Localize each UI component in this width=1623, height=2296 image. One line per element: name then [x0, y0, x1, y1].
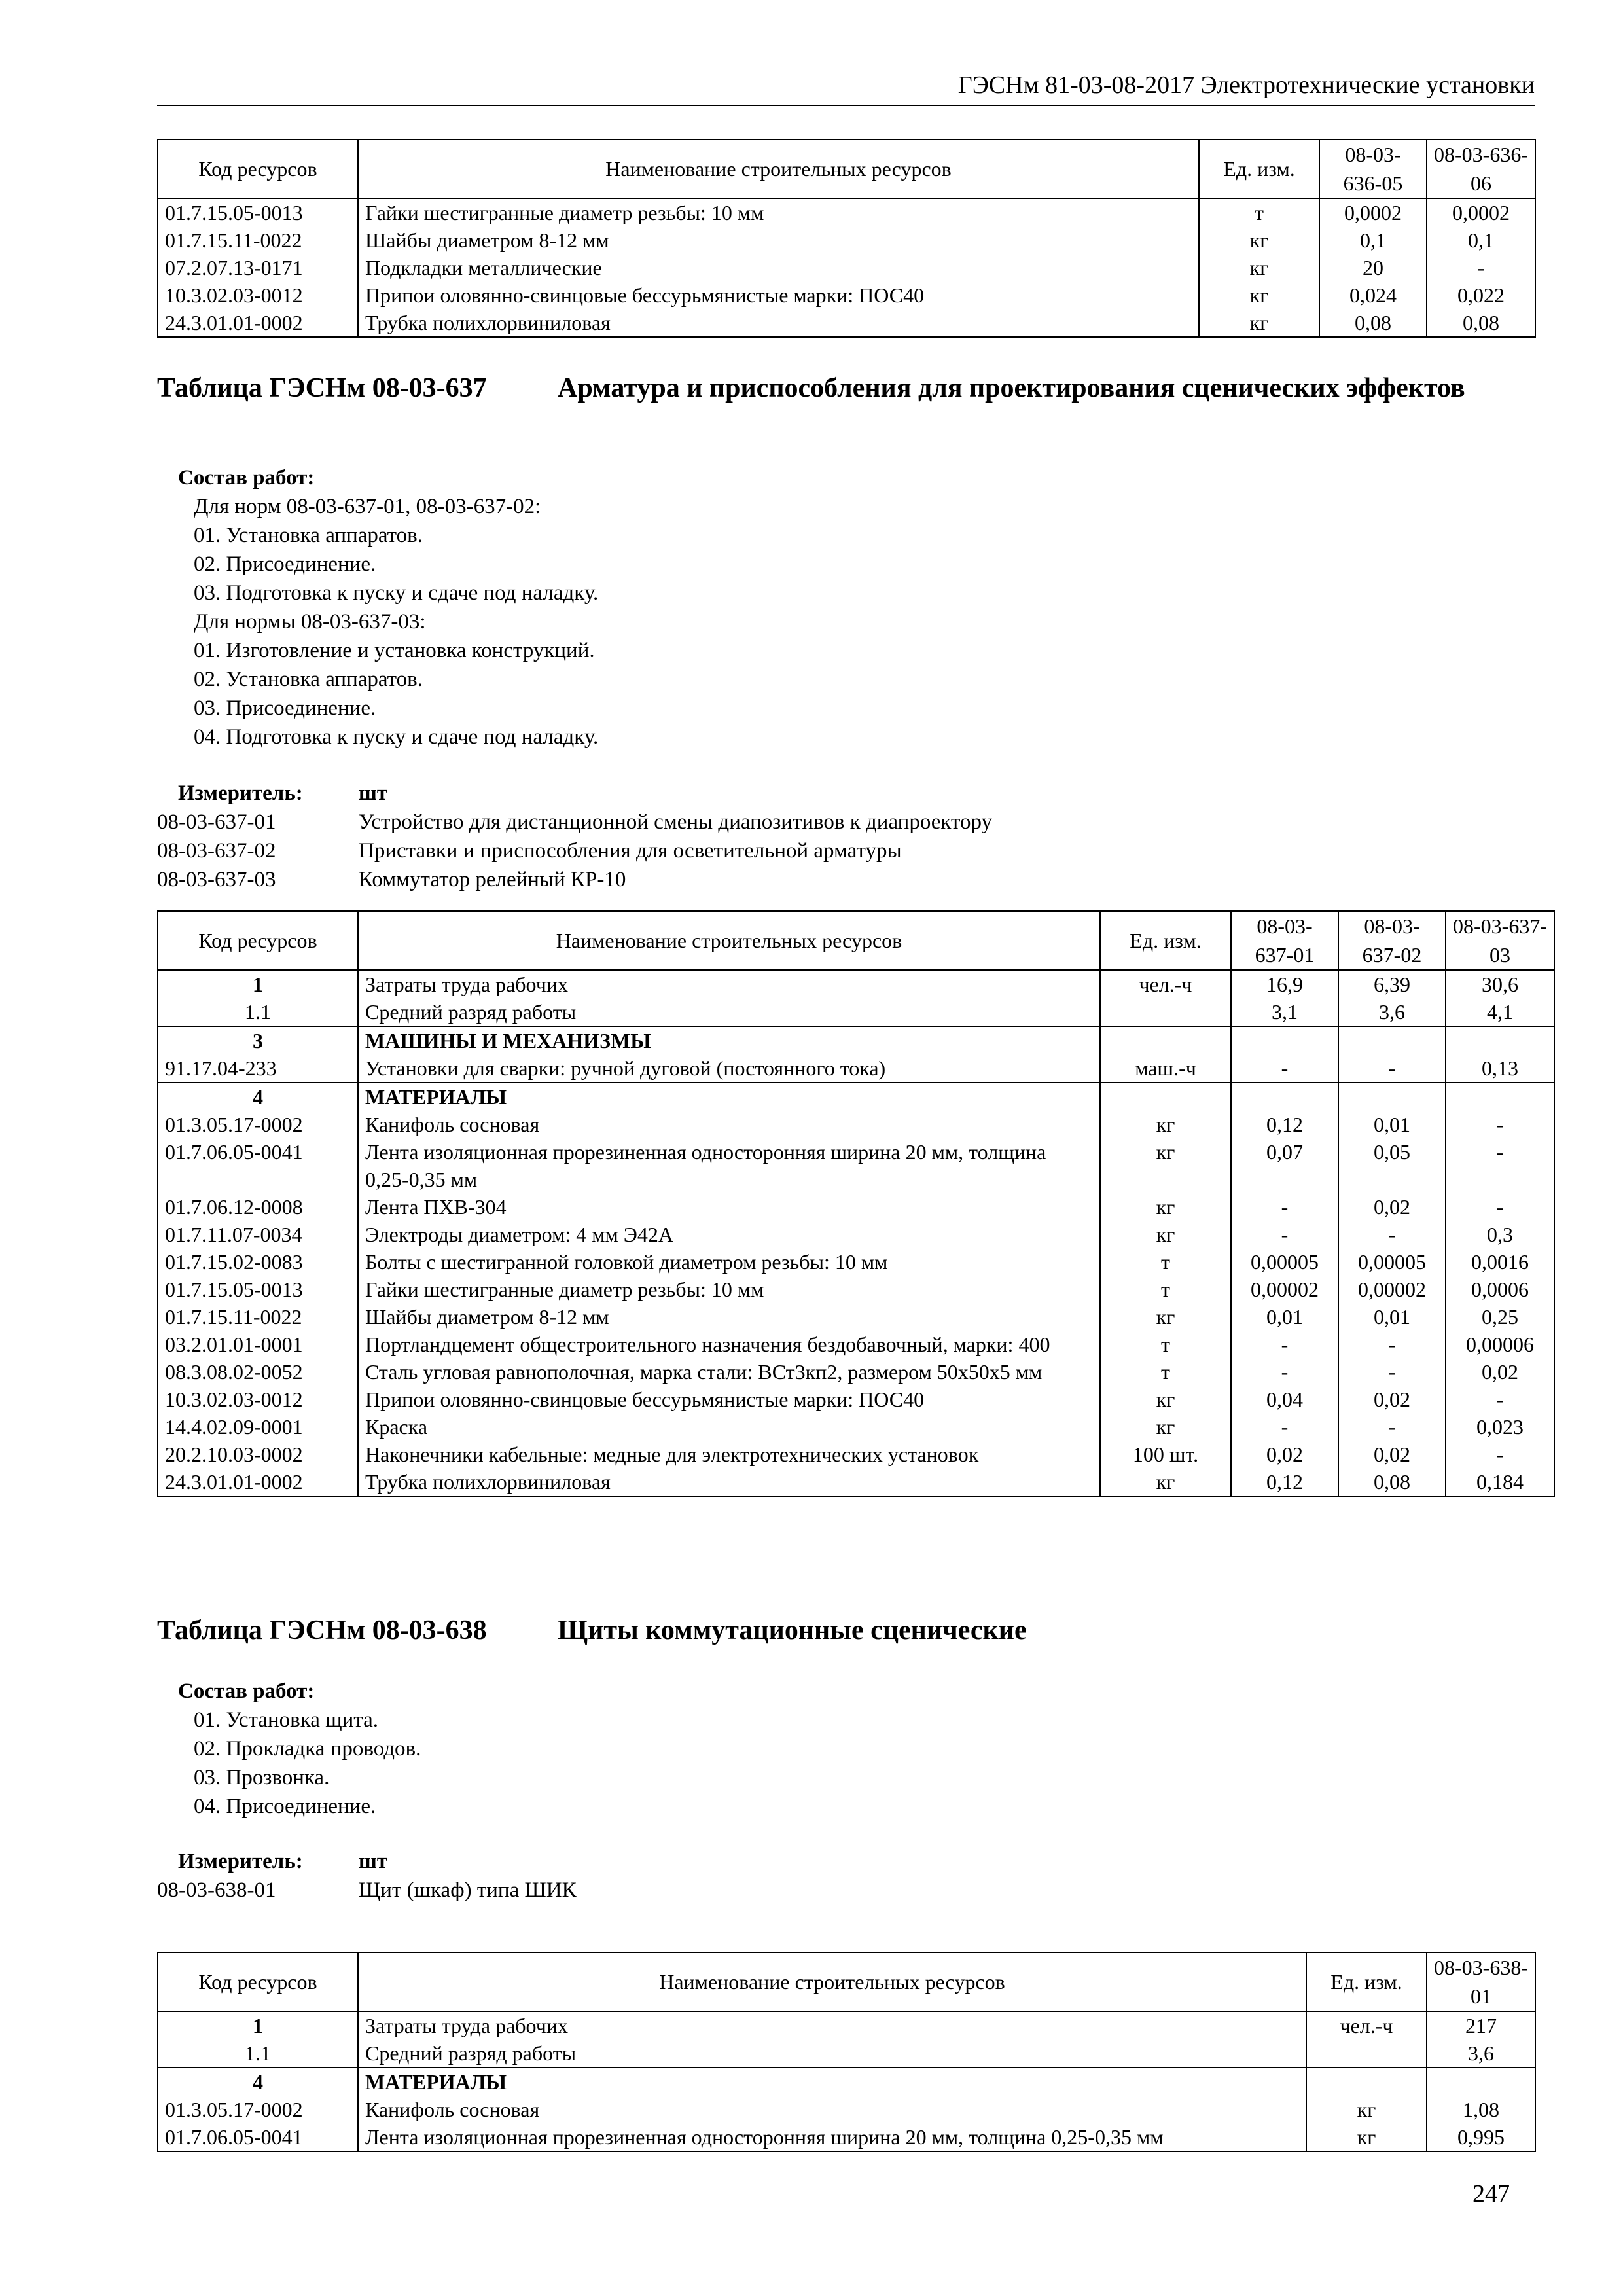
resource-value: 0,00005 — [1231, 1248, 1338, 1276]
resource-value: - — [1338, 1221, 1446, 1248]
table-row — [158, 2011, 1535, 2039]
resource-code: 01.7.06.05-0041 — [158, 2123, 358, 2151]
resource-code: 03.2.01.01-0001 — [158, 1331, 358, 1358]
table-title: Арматура и приспособления для проектирования сценических эффектов — [558, 373, 1465, 403]
table-row — [158, 1054, 1554, 1083]
norm-code: 08-03-637-01 — [157, 810, 276, 834]
resource-name: Краска — [358, 1413, 1100, 1441]
resource-unit: чел.-ч — [1306, 2011, 1427, 2039]
resource-name: Лента изоляционная прорезиненная односторонняя ширина 20 мм, толщина 0,25-0,35 мм — [358, 2123, 1306, 2151]
resource-unit: чел.-ч — [1100, 970, 1231, 998]
resource-value: 1,08 — [1427, 2096, 1535, 2123]
works-item: 01. Установка щита. — [194, 1708, 378, 1732]
resource-name: Подкладки металлические — [358, 254, 1199, 281]
resource-value: 20 — [1319, 254, 1427, 281]
resource-value — [1427, 2068, 1535, 2096]
resource-value: 0,05 — [1338, 1138, 1446, 1193]
table-row — [158, 1193, 1554, 1221]
resource-value: - — [1231, 1193, 1338, 1221]
table-row — [158, 1026, 1554, 1054]
resource-value: 0,12 — [1231, 1111, 1338, 1138]
resource-value: 0,08 — [1338, 1468, 1446, 1496]
resource-name: Средний разряд работы — [358, 2039, 1306, 2068]
resource-name: МАШИНЫ И МЕХАНИЗМЫ — [358, 1026, 1100, 1054]
resource-value: - — [1338, 1331, 1446, 1358]
resource-value: - — [1338, 1358, 1446, 1386]
resource-unit: кг — [1199, 281, 1319, 309]
resource-unit — [1100, 1083, 1231, 1111]
resource-value: - — [1231, 1054, 1338, 1083]
table-row — [158, 281, 1535, 309]
resource-value — [1446, 1026, 1554, 1054]
section-title-637 — [157, 370, 1535, 449]
resource-name: Гайки шестигранные диаметр резьбы: 10 мм — [358, 198, 1199, 226]
resource-unit: кг — [1199, 309, 1319, 337]
col-header-norm: 08-03-637-02 — [1338, 911, 1446, 970]
resource-code: 4 — [158, 1083, 358, 1111]
norm-item — [157, 836, 1400, 865]
table-row — [158, 1358, 1554, 1386]
resource-code: 1.1 — [158, 2039, 358, 2068]
resource-value: - — [1446, 1441, 1554, 1468]
resource-unit: кг — [1100, 1386, 1231, 1413]
resource-value: 4,1 — [1446, 998, 1554, 1026]
resource-value: 0,01 — [1231, 1303, 1338, 1331]
resource-value — [1231, 1083, 1338, 1111]
norm-name: Приставки и приспособления для осветительной арматуры — [359, 839, 902, 863]
resource-value: - — [1338, 1413, 1446, 1441]
resource-value: 0,01 — [1338, 1303, 1446, 1331]
header-divider — [157, 105, 1535, 106]
works-item: Для норм 08-03-637-01, 08-03-637-02: — [194, 495, 541, 518]
norm-code: 08-03-638-01 — [157, 1878, 276, 1902]
norm-item — [157, 808, 1400, 836]
resource-unit — [1100, 998, 1231, 1026]
resource-code: 10.3.02.03-0012 — [158, 281, 358, 309]
table-title: Щиты коммутационные сценические — [558, 1615, 1027, 1645]
resource-value: - — [1338, 1054, 1446, 1083]
resource-value: 217 — [1427, 2011, 1535, 2039]
resource-unit: 100 шт. — [1100, 1441, 1231, 1468]
table-row — [158, 1413, 1554, 1441]
resource-code: 4 — [158, 2068, 358, 2096]
resource-value: - — [1446, 1111, 1554, 1138]
measure-unit: шт — [359, 781, 388, 805]
table-row — [158, 198, 1535, 226]
works-item: 03. Присоединение. — [194, 696, 376, 720]
works-item: 02. Прокладка проводов. — [194, 1737, 421, 1761]
col-header-unit: Ед. изм. — [1199, 139, 1319, 198]
resource-value: - — [1446, 1193, 1554, 1221]
resource-value: 0,02 — [1338, 1441, 1446, 1468]
works-item: 03. Прозвонка. — [194, 1766, 330, 1789]
table-row — [158, 2039, 1535, 2068]
resource-value: 16,9 — [1231, 970, 1338, 998]
resource-code: 3 — [158, 1026, 358, 1054]
table-row — [158, 1083, 1554, 1111]
resource-code: 01.7.06.05-0041 — [158, 1138, 358, 1193]
resource-code: 01.3.05.17-0002 — [158, 1111, 358, 1138]
norm-item — [157, 865, 1400, 894]
resource-unit: т — [1100, 1358, 1231, 1386]
norm-code: 08-03-637-02 — [157, 839, 276, 863]
resource-unit: кг — [1100, 1111, 1231, 1138]
works-item: 01. Установка аппаратов. — [194, 524, 423, 547]
resource-value: 0,3 — [1446, 1221, 1554, 1248]
resource-name: Лента изоляционная прорезиненная односторонняя ширина 20 мм, толщина 0,25-0,35 мм — [358, 1138, 1100, 1193]
resource-unit: кг — [1306, 2096, 1427, 2123]
table-row — [158, 1303, 1554, 1331]
resource-name: Припои оловянно-свинцовые бессурьмянистые марки: ПОС40 — [358, 1386, 1100, 1413]
works-heading: Состав работ: — [178, 1679, 315, 1703]
resource-value: 0,04 — [1231, 1386, 1338, 1413]
resource-unit: кг — [1306, 2123, 1427, 2151]
resource-table-638 — [157, 1952, 1536, 2152]
resource-unit: кг — [1100, 1193, 1231, 1221]
resource-name: Затраты труда рабочих — [358, 2011, 1306, 2039]
resource-name: Болты с шестигранной головкой диаметром резьбы: 10 мм — [358, 1248, 1100, 1276]
col-header-norm: 08-03-637-03 — [1446, 911, 1554, 970]
resource-code: 01.7.15.11-0022 — [158, 226, 358, 254]
table-row — [158, 226, 1535, 254]
resource-value: 0,0016 — [1446, 1248, 1554, 1276]
resource-unit: кг — [1100, 1303, 1231, 1331]
resource-unit: кг — [1199, 226, 1319, 254]
resource-value: 0,023 — [1446, 1413, 1554, 1441]
table-row — [158, 1248, 1554, 1276]
resource-unit — [1306, 2068, 1427, 2096]
resource-value: 0,01 — [1338, 1111, 1446, 1138]
table-row — [158, 1111, 1554, 1138]
works-item: 04. Присоединение. — [194, 1795, 376, 1818]
resource-value — [1338, 1083, 1446, 1111]
resource-unit: кг — [1100, 1413, 1231, 1441]
resource-value: - — [1231, 1413, 1338, 1441]
resource-name: Шайбы диаметром 8-12 мм — [358, 1303, 1100, 1331]
resource-name: Трубка полихлорвиниловая — [358, 309, 1199, 337]
table-row — [158, 1331, 1554, 1358]
resource-code: 1 — [158, 970, 358, 998]
col-header-name: Наименование строительных ресурсов — [358, 139, 1199, 198]
resource-code: 08.3.08.02-0052 — [158, 1358, 358, 1386]
resource-unit: кг — [1100, 1138, 1231, 1193]
resource-name: Припои оловянно-свинцовые бессурьмянистые марки: ПОС40 — [358, 281, 1199, 309]
resource-name: Гайки шестигранные диаметр резьбы: 10 мм — [358, 1276, 1100, 1303]
works-heading: Состав работ: — [178, 466, 315, 490]
table-row — [158, 2068, 1535, 2096]
resource-name: МАТЕРИАЛЫ — [358, 2068, 1306, 2096]
col-header-code: Код ресурсов — [158, 1952, 358, 2011]
resource-unit: маш.-ч — [1100, 1054, 1231, 1083]
resource-unit: кг — [1100, 1468, 1231, 1496]
resource-code: 10.3.02.03-0012 — [158, 1386, 358, 1413]
resource-name: Затраты труда рабочих — [358, 970, 1100, 998]
table-number: Таблица ГЭСНм 08-03-638 — [157, 1615, 487, 1645]
resource-value: 0,02 — [1338, 1193, 1446, 1221]
resource-value: 0,0002 — [1319, 198, 1427, 226]
resource-value: 0,00002 — [1231, 1276, 1338, 1303]
table-row — [158, 254, 1535, 281]
norm-name: Устройство для дистанционной смены диапозитивов к диапроектору — [359, 810, 993, 834]
col-header-name: Наименование строительных ресурсов — [358, 911, 1100, 970]
col-header-unit: Ед. изм. — [1306, 1952, 1427, 2011]
section-title-638 — [157, 1613, 1535, 1652]
resource-code: 91.17.04-233 — [158, 1054, 358, 1083]
measure-block-638 — [157, 1847, 1400, 1905]
table-row — [158, 998, 1554, 1026]
resource-name: Канифоль сосновая — [358, 1111, 1100, 1138]
resource-code: 01.3.05.17-0002 — [158, 2096, 358, 2123]
resource-value: 0,995 — [1427, 2123, 1535, 2151]
works-item: 02. Присоединение. — [194, 552, 376, 576]
resource-value: - — [1446, 1138, 1554, 1193]
resource-value: 0,022 — [1427, 281, 1535, 309]
col-header-norm: 08-03-637-01 — [1231, 911, 1338, 970]
resource-name: Средний разряд работы — [358, 998, 1100, 1026]
resource-code: 01.7.15.05-0013 — [158, 198, 358, 226]
resource-name: Сталь угловая равнополочная, марка стали: ВСт3кп2, размером 50х50х5 мм — [358, 1358, 1100, 1386]
resource-code: 1.1 — [158, 998, 358, 1026]
running-header: ГЭСНм 81-03-08-2017 Электротехнические установки — [957, 71, 1535, 99]
resource-unit: т — [1100, 1248, 1231, 1276]
resource-value: 0,25 — [1446, 1303, 1554, 1331]
table-number: Таблица ГЭСНм 08-03-637 — [157, 373, 487, 403]
table-row — [158, 2123, 1535, 2151]
works-list-637 — [157, 463, 1400, 751]
works-item: 03. Подготовка к пуску и сдаче под наладку. — [194, 581, 599, 605]
resource-unit: кг — [1199, 254, 1319, 281]
resource-value: 0,184 — [1446, 1468, 1554, 1496]
resource-code: 24.3.01.01-0002 — [158, 309, 358, 337]
col-header-norm: 08-03-636-05 — [1319, 139, 1427, 198]
resource-code: 01.7.15.02-0083 — [158, 1248, 358, 1276]
resource-code: 14.4.02.09-0001 — [158, 1413, 358, 1441]
resource-table-637 — [157, 910, 1555, 1497]
resource-unit: т — [1100, 1276, 1231, 1303]
norm-name: Щит (шкаф) типа ШИК — [359, 1878, 577, 1902]
resource-name: Трубка полихлорвиниловая — [358, 1468, 1100, 1496]
works-list-638 — [157, 1677, 1400, 1821]
resource-name: Канифоль сосновая — [358, 2096, 1306, 2123]
resource-value: 0,02 — [1231, 1441, 1338, 1468]
resource-value: 3,6 — [1427, 2039, 1535, 2068]
works-item: 04. Подготовка к пуску и сдаче под наладку. — [194, 725, 599, 749]
resource-value: 0,00006 — [1446, 1331, 1554, 1358]
resource-value: 3,6 — [1338, 998, 1446, 1026]
resource-value: 0,02 — [1338, 1386, 1446, 1413]
resource-value: 0,0006 — [1446, 1276, 1554, 1303]
table-row — [158, 1221, 1554, 1248]
measure-block-637 — [157, 779, 1400, 894]
resource-value: 0,00002 — [1338, 1276, 1446, 1303]
col-header-norm: 08-03-636-06 — [1427, 139, 1535, 198]
resource-name: Электроды диаметром: 4 мм Э42А — [358, 1221, 1100, 1248]
resource-value: - — [1446, 1386, 1554, 1413]
table-row — [158, 1441, 1554, 1468]
resource-name: Наконечники кабельные: медные для электротехнических установок — [358, 1441, 1100, 1468]
resource-value: - — [1231, 1358, 1338, 1386]
table-row — [158, 1138, 1554, 1193]
resource-unit — [1100, 1026, 1231, 1054]
resource-value: 0,1 — [1427, 226, 1535, 254]
resource-code: 01.7.15.05-0013 — [158, 1276, 358, 1303]
measure-label: Измеритель: — [178, 781, 303, 805]
table-row — [158, 1468, 1554, 1496]
col-header-norm: 08-03-638-01 — [1427, 1952, 1535, 2011]
table-row — [158, 1276, 1554, 1303]
resource-value: 0,02 — [1446, 1358, 1554, 1386]
resource-value: 0,1 — [1319, 226, 1427, 254]
resource-code: 01.7.11.07-0034 — [158, 1221, 358, 1248]
resource-name: Шайбы диаметром 8-12 мм — [358, 226, 1199, 254]
resource-code: 01.7.06.12-0008 — [158, 1193, 358, 1221]
resource-value: 30,6 — [1446, 970, 1554, 998]
resource-name: Лента ПХВ-304 — [358, 1193, 1100, 1221]
resource-value: - — [1231, 1221, 1338, 1248]
resource-unit: т — [1199, 198, 1319, 226]
resource-code: 20.2.10.03-0002 — [158, 1441, 358, 1468]
table-row — [158, 2096, 1535, 2123]
resource-unit: т — [1100, 1331, 1231, 1358]
measure-label: Измеритель: — [178, 1850, 303, 1873]
col-header-unit: Ед. изм. — [1100, 911, 1231, 970]
works-item: 01. Изготовление и установка конструкций. — [194, 639, 595, 662]
resource-value: 0,08 — [1427, 309, 1535, 337]
resource-value — [1338, 1026, 1446, 1054]
resource-code: 24.3.01.01-0002 — [158, 1468, 358, 1496]
resource-unit: кг — [1100, 1221, 1231, 1248]
page-number: 247 — [1472, 2180, 1510, 2208]
resource-unit — [1306, 2039, 1427, 2068]
resource-value: - — [1427, 254, 1535, 281]
table-row — [158, 970, 1554, 998]
resource-value: 0,024 — [1319, 281, 1427, 309]
table-row — [158, 309, 1535, 337]
resource-code: 01.7.15.11-0022 — [158, 1303, 358, 1331]
resource-value: 0,13 — [1446, 1054, 1554, 1083]
resource-name: Установки для сварки: ручной дуговой (постоянного тока) — [358, 1054, 1100, 1083]
norm-code: 08-03-637-03 — [157, 868, 276, 891]
col-header-code: Код ресурсов — [158, 139, 358, 198]
col-header-name: Наименование строительных ресурсов — [358, 1952, 1306, 2011]
resource-code: 07.2.07.13-0171 — [158, 254, 358, 281]
resource-value — [1446, 1083, 1554, 1111]
resource-value: 0,08 — [1319, 309, 1427, 337]
resource-name: МАТЕРИАЛЫ — [358, 1083, 1100, 1111]
resource-value — [1231, 1026, 1338, 1054]
works-item: Для нормы 08-03-637-03: — [194, 610, 426, 634]
col-header-code: Код ресурсов — [158, 911, 358, 970]
resource-value: 3,1 — [1231, 998, 1338, 1026]
norm-item — [157, 1876, 1400, 1905]
resource-value: 6,39 — [1338, 970, 1446, 998]
resource-value: 0,00005 — [1338, 1248, 1446, 1276]
resource-code: 1 — [158, 2011, 358, 2039]
resource-value: - — [1231, 1331, 1338, 1358]
measure-unit: шт — [359, 1850, 388, 1873]
resource-name: Портландцемент общестроительного назначения бездобавочный, марки: 400 — [358, 1331, 1100, 1358]
table-row — [158, 1386, 1554, 1413]
resource-value: 0,0002 — [1427, 198, 1535, 226]
norm-name: Коммутатор релейный КР-10 — [359, 868, 626, 891]
resource-table-636 — [157, 139, 1536, 338]
resource-value: 0,07 — [1231, 1138, 1338, 1193]
works-item: 02. Установка аппаратов. — [194, 668, 423, 691]
resource-value: 0,12 — [1231, 1468, 1338, 1496]
